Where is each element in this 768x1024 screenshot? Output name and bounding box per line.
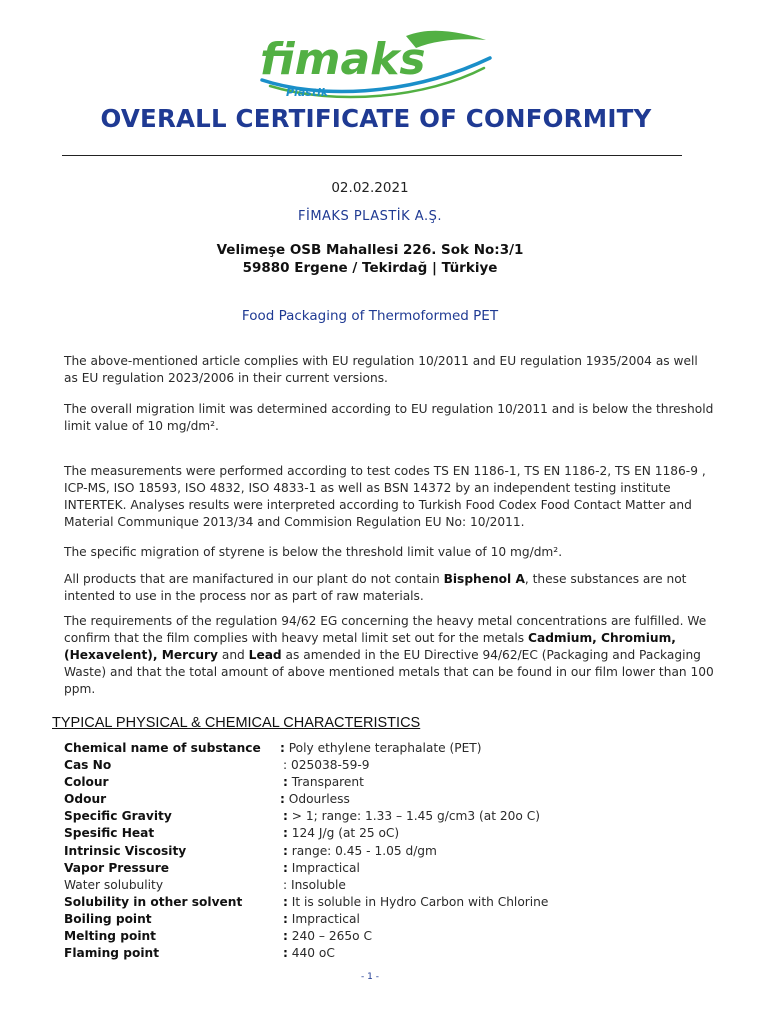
table-row xyxy=(64,911,704,928)
table-row xyxy=(64,894,704,911)
product-name: Food Packaging of Thermoformed PET xyxy=(241,308,499,324)
property-colon: : xyxy=(283,911,288,926)
property-value-text: 440 oC xyxy=(287,946,335,961)
table-row xyxy=(64,808,704,825)
property-label: Intrinsic Viscosity xyxy=(64,843,187,858)
table-row xyxy=(64,757,704,774)
property-label: Flaming point xyxy=(64,946,160,961)
property-colon: : xyxy=(283,877,288,892)
property-value-text: Insoluble xyxy=(287,877,346,892)
property-label: Melting point xyxy=(64,929,156,944)
property-value-text: Transparent xyxy=(287,775,364,790)
property-label: Colour xyxy=(64,775,109,790)
paragraph-regulations: The above-mentioned article complies with EU regulation 10/2011 and EU regulation 1935/2004 as well as EU regulation 2023/2006 in their current versions. xyxy=(64,354,698,385)
table-row xyxy=(64,945,704,962)
property-value xyxy=(283,945,335,962)
property-colon: : xyxy=(283,929,288,944)
logo-wordmark: fimaks xyxy=(260,34,426,85)
bisphenol-text-a: All products that are manifactured in our plant do not contain xyxy=(64,572,444,586)
property-value-text: Impractical xyxy=(287,860,360,875)
property-value-text: > 1; range: 1.33 – 1.45 g/cm3 (at 20o C) xyxy=(287,809,540,824)
fimaks-logo-graphic xyxy=(256,28,496,110)
address-line-1: Velimeşe OSB Mahallesi 226. Sok No:3/1 xyxy=(216,242,524,258)
characteristics-heading: TYPICAL PHYSICAL & CHEMICAL CHARACTERISTICS xyxy=(52,715,421,731)
property-label: Odour xyxy=(64,792,107,807)
company-logo xyxy=(256,28,496,110)
table-row xyxy=(64,791,704,808)
page-number: - 1 - xyxy=(361,972,379,982)
property-value xyxy=(283,928,372,945)
table-row xyxy=(64,928,704,945)
property-label: Spesific Heat xyxy=(64,826,155,841)
paragraph-bisphenol xyxy=(64,571,714,605)
characteristics-table xyxy=(64,740,704,962)
property-colon: : xyxy=(283,860,288,875)
property-label: Chemical name of substance xyxy=(64,741,261,755)
property-value xyxy=(283,774,364,791)
lead-highlight: Lead xyxy=(248,648,282,662)
property-label: Water solubulity xyxy=(64,877,164,892)
property-colon: : xyxy=(280,792,285,807)
property-value xyxy=(280,740,481,757)
property-value xyxy=(283,877,346,894)
property-value xyxy=(280,791,350,808)
property-value-text: 025038-59-9 xyxy=(287,758,370,773)
property-colon: : xyxy=(283,775,288,790)
property-value xyxy=(283,825,399,842)
metals-text-a: The requirements of the regulation 94/62 EG concerning the heavy metal concentrations are fulfilled. We confirm that the film complies with heavy metal limit set out for the metals xyxy=(64,614,707,645)
property-value xyxy=(283,911,360,928)
metals-text-c: and xyxy=(217,648,249,662)
metals-highlight: Cadmium, Chromium, (Hexavelent), Mercury xyxy=(64,631,676,662)
property-colon: : xyxy=(283,894,288,909)
title-divider xyxy=(62,155,682,156)
property-value xyxy=(283,757,370,774)
bisphenol-highlight: Bisphenol A xyxy=(443,572,525,586)
property-value-text: Impractical xyxy=(287,911,360,926)
property-label: Vapor Pressure xyxy=(64,860,170,875)
paragraph-styrene: The specific migration of styrene is below the threshold limit value of 10 mg/dm². xyxy=(64,545,563,559)
logo-subtext: Plastik xyxy=(286,86,329,99)
table-row xyxy=(64,877,704,894)
table-row xyxy=(64,740,704,757)
property-colon: : xyxy=(283,809,288,824)
property-label: Cas No xyxy=(64,758,112,773)
page-title: OVERALL CERTIFICATE OF CONFORMITY xyxy=(100,104,652,133)
property-label: Boiling point xyxy=(64,911,152,926)
property-value xyxy=(283,808,540,825)
property-value-text: range: 0.45 - 1.05 d/gm xyxy=(287,843,437,858)
property-value xyxy=(283,843,437,860)
address-line-2: 59880 Ergene / Tekirdağ | Türkiye xyxy=(242,260,498,276)
property-value-text: 124 J/g (at 25 oC) xyxy=(287,826,400,841)
property-value-text: It is soluble in Hydro Carbon with Chlorine xyxy=(287,894,549,909)
table-row xyxy=(64,843,704,860)
paragraph-measurements: The measurements were performed according to test codes TS EN 1186-1, TS EN 1186-2, TS EN 1186-9 , ICP-MS, ISO 18593, ISO 4832, ISO 4833-1 as well as BSN 14372 by an independent testing institute INTERTEK. Analyses results were interpreted according to Turkish Food Codex Food Contact Matter and Material Communique 2013/34 and Commision Regulation EU No: 10/2011. xyxy=(64,464,706,529)
property-value-text: 240 – 265o C xyxy=(287,929,372,944)
table-row xyxy=(64,825,704,842)
property-label: Specific Gravity xyxy=(64,809,172,824)
property-colon: : xyxy=(283,758,288,773)
property-label: Solubility in other solvent xyxy=(64,894,243,909)
table-row xyxy=(64,860,704,877)
table-row xyxy=(64,774,704,791)
document-date: 02.02.2021 xyxy=(331,180,409,196)
property-colon: : xyxy=(280,741,285,755)
property-colon: : xyxy=(283,946,288,961)
property-value xyxy=(283,860,360,877)
bisphenol-text-c: , these substances are not intented to use in the process nor as part of raw materials. xyxy=(64,572,687,603)
property-value-text: Odourless xyxy=(284,792,350,807)
property-value-text: Poly ethylene teraphalate (PET) xyxy=(284,741,482,755)
metals-text-e: as amended in the EU Directive 94/62/EC (Packaging and Packaging Waste) and that the total amount of above mentioned metals that can be found in our film lower than 100 ppm. xyxy=(64,648,714,696)
paragraph-migration-limit: The overall migration limit was determined according to EU regulation 10/2011 and is below the threshold limit value of 10 mg/dm². xyxy=(64,402,714,433)
property-value xyxy=(283,894,548,911)
property-colon: : xyxy=(283,826,288,841)
company-name: FİMAKS PLASTİK A.Ş. xyxy=(298,209,442,224)
property-colon: : xyxy=(283,843,288,858)
paragraph-heavy-metals xyxy=(64,613,714,698)
